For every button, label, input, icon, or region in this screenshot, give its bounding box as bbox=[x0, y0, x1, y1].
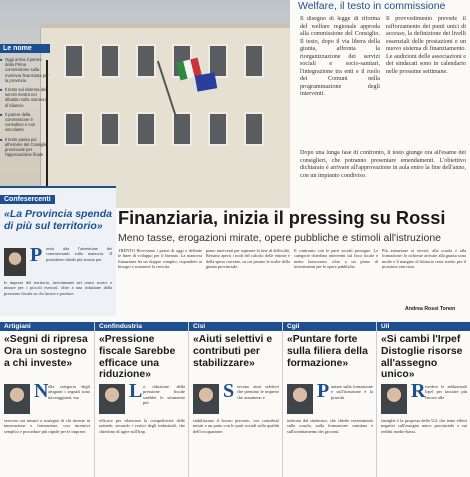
window bbox=[64, 112, 84, 146]
window bbox=[136, 112, 156, 146]
article-column: TRENTO Riceviamo i pareri di oggi e definite le linee di sviluppo per il biennio. La manovra finanziaria ha un doppio compito, rispondere ai bisogni e sostenere la crescita. bbox=[118, 248, 202, 269]
author-byline: Andrea Rossi Tonon bbox=[405, 306, 456, 312]
window bbox=[244, 44, 264, 78]
confesercenti-box bbox=[0, 186, 116, 316]
card-quote: «Segni di ripresa Ora un sostegno a chi investe» bbox=[4, 334, 88, 369]
sidebar-item: ■ Oggi arriva il parere della Prima commissione sulla manovra finanziaria per la provincia bbox=[0, 57, 50, 83]
window bbox=[136, 44, 156, 78]
article-column: piano interventi per superare la fase di difficoltà. Restano aperti i nodi del calcolo delle entrate e della spesa corrente, su cui pesano le scelte della giunta provinciale. bbox=[206, 248, 290, 269]
interview-card bbox=[376, 322, 470, 477]
sidebar-item: ■ Il testo sul sistema dei servizi rientra nel dibattito sulla manovra di bilancio bbox=[0, 87, 50, 108]
drop-cap: P bbox=[317, 380, 330, 402]
box-text: resta alta l'attenzione dei commercianti sulla manovra. Il presidente chiede più risorse per bbox=[46, 246, 112, 262]
section-tag: Cgil bbox=[283, 322, 376, 331]
card-text: indicata dal sindacato, che chiede investimenti sulla scuola, sulla formazione continua e sull'orientamento dei giovani. bbox=[287, 418, 373, 434]
top-article-column: Dopo una lunga fase di confronto, il testo giunge ora all'esame dei consiglieri, che potranno presentare emendamenti. L'obiettivo dichiarato è arrivare all'approvazione in aula entro la fine dell'anno, con un impianto condiviso. bbox=[300, 150, 466, 179]
card-quote: «Aiuti selettivi e contributi per stabilizzare» bbox=[193, 334, 273, 369]
sidebar-heading: Le nome bbox=[0, 44, 50, 53]
eu-flag-icon bbox=[195, 72, 217, 91]
portrait-photo bbox=[4, 384, 30, 414]
sidebar-notes bbox=[0, 44, 50, 184]
interview-card bbox=[94, 322, 188, 477]
card-text: untare sulla formazione e sull'istruzione è la priorità bbox=[331, 384, 373, 400]
card-text: servono ora misure a sostegno di chi investe in innovazione e formazione, con incentivi semplici e procedure più rapide per le imprese. bbox=[4, 418, 90, 434]
sidebar-item: ■ Il parere della commissione è consultivo e non vincolante bbox=[0, 112, 50, 133]
card-text: a riduzione della pressione fiscale sarebbe lo strumento più bbox=[143, 384, 185, 406]
interview-card bbox=[282, 322, 376, 477]
portrait-photo bbox=[99, 384, 125, 414]
drop-cap: R bbox=[411, 380, 426, 402]
main-headline: Finanziaria, inizia il pressing su Rossi bbox=[118, 208, 446, 228]
sidebar-item: ■ Il testo passa poi all'esame del Consiglio provinciale per l'approvazione finale bbox=[0, 137, 50, 158]
interview-card bbox=[0, 322, 94, 477]
drop-cap: N bbox=[34, 380, 49, 402]
card-text: efficace per rilanciare la competitività delle aziende, secondo i vertici degli industriali, che chiedono di agire sull'Irap. bbox=[99, 418, 185, 434]
section-tag: Uil bbox=[377, 322, 470, 331]
drop-cap: S bbox=[223, 380, 235, 402]
window bbox=[100, 112, 120, 146]
article-column: Il confronto con le parti sociali prosegue. Le categorie chiedono interventi sul fisco locale e meno burocrazia, oltre a un piano di investimenti per le opere pubbliche. bbox=[294, 248, 378, 269]
card-quote: «Si cambi l'Irpef Distoglie risorse all'assegno unico» bbox=[381, 334, 463, 381]
section-tag: Cisl bbox=[189, 322, 282, 331]
window bbox=[208, 112, 228, 146]
section-tag: Confesercenti bbox=[0, 195, 55, 204]
card-text: ervono aiuti selettivi che premino le imprese che assumono e bbox=[237, 384, 279, 400]
portrait-photo bbox=[193, 384, 219, 414]
interview-card bbox=[188, 322, 282, 477]
window bbox=[64, 44, 84, 78]
section-tag: Confindustria bbox=[95, 322, 188, 331]
drop-cap: L bbox=[129, 380, 143, 402]
window bbox=[100, 44, 120, 78]
portrait-photo bbox=[287, 384, 313, 414]
top-article-column: Il disegno di legge di riforma del welfare regionale approda alla commissione del Consiglio. Il testo, dopo il via libera della giunta, affronta la riorganizzazione dei servizi sociali e socio-sanitari, l'integrazione tra enti e il ruolo dei Comuni nella programmazione degli interventi. bbox=[300, 16, 380, 97]
card-text: famiglie è la proposta della Uil, che teme effetti negativi sull'assegno unico provinciale e sui redditi medio-bassi. bbox=[381, 418, 467, 434]
card-text: ivedere le addizionali Irpef per lasciare più risorse alle bbox=[425, 384, 467, 400]
portrait-photo bbox=[381, 384, 407, 414]
card-quote: «Pressione fiscale Sarebbe efficace una riduzione» bbox=[99, 334, 176, 381]
drop-cap: P bbox=[30, 244, 43, 266]
top-article-column: Il provvedimento prevede il rafforzamento dei punti unici di accesso, la definizione dei livelli essenziali delle prestazioni e un nuovo sistema di finanziamento. Le audizioni delle associazioni e dei sindacati sono in calendario nelle prossime settimane. bbox=[386, 16, 466, 75]
article-column: Più attenzione ai servizi, alla scuola e alla formazione: le richieste arrivate alla giunta sono molte e il margine di bilancio resta stretto per il prossimo esercizio. bbox=[382, 248, 466, 269]
section-tag: Artigiani bbox=[0, 322, 94, 331]
card-text: ella categoria degli artigiani i segnali sono incoraggianti, ma bbox=[48, 384, 90, 400]
card-quote: «Puntare forte sulla filiera della formazione» bbox=[287, 334, 368, 369]
box-text: le imprese del territorio, investimenti nei centri storici e misure per i piccoli esercizi, oltre a una riduzione della pressione fiscale su chi lavora e produce. bbox=[4, 280, 112, 296]
box-quote: «La Provincia spenda di più sul territorio» bbox=[4, 208, 112, 232]
portrait-photo bbox=[4, 248, 26, 276]
top-article-title: Welfare, il testo in commissione bbox=[298, 0, 446, 12]
main-subheadline: Meno tasse, erogazioni mirate, opere pubbliche e stimoli all'istruzione bbox=[118, 232, 442, 244]
card-text: stabilizzano il lavoro precario, con contributi mirati e un patto con le parti sociali sulla qualità dell'occupazione. bbox=[193, 418, 279, 434]
window bbox=[244, 112, 264, 146]
